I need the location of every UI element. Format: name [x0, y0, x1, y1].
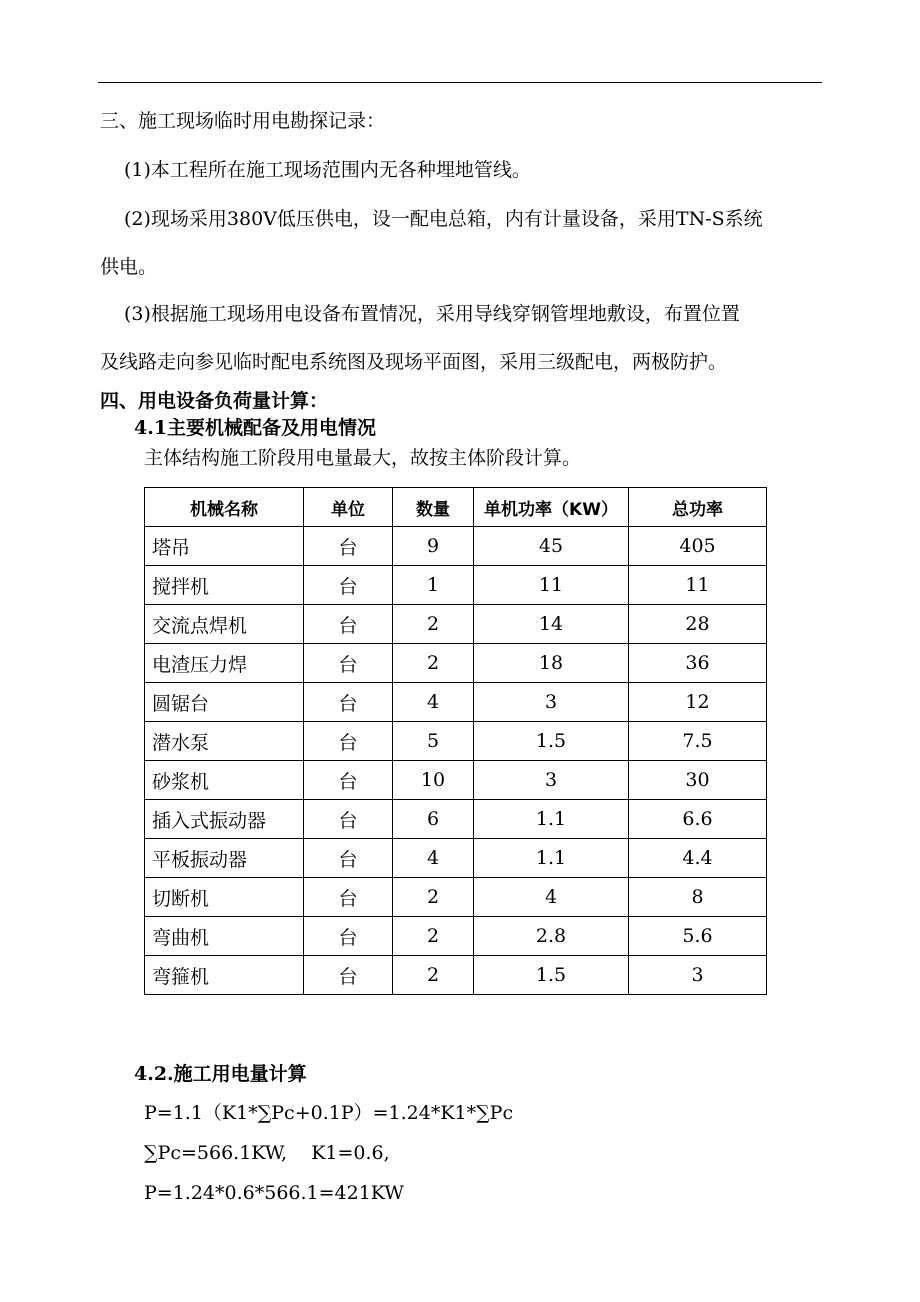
cell-quantity: 2	[393, 878, 474, 917]
cell-unit-power: 3	[474, 761, 629, 800]
cell-unit: 台	[304, 644, 393, 683]
formula-result: P=1.24*0.6*566.1=421KW	[144, 1182, 404, 1204]
cell-machine-name: 搅拌机	[145, 566, 304, 605]
header-unit: 单位	[304, 488, 393, 527]
cell-total-power: 12	[629, 683, 767, 722]
cell-machine-name: 弯箍机	[145, 956, 304, 995]
cell-unit: 台	[304, 878, 393, 917]
cell-machine-name: 潜水泵	[145, 722, 304, 761]
table-row	[145, 683, 767, 722]
cell-unit: 台	[304, 761, 393, 800]
cell-unit-power: 45	[474, 527, 629, 566]
table-row	[145, 878, 767, 917]
cell-total-power: 5.6	[629, 917, 767, 956]
cell-unit-power: 11	[474, 566, 629, 605]
cell-unit: 台	[304, 722, 393, 761]
cell-total-power: 8	[629, 878, 767, 917]
cell-total-power: 6.6	[629, 800, 767, 839]
table-header-row	[145, 488, 767, 527]
cell-total-power: 4.4	[629, 839, 767, 878]
table-row	[145, 566, 767, 605]
cell-unit: 台	[304, 527, 393, 566]
cell-total-power: 3	[629, 956, 767, 995]
paragraph-2-continued: 供电。	[100, 256, 158, 278]
table-row	[145, 956, 767, 995]
paragraph-3-continued: 及线路走向参见临时配电系统图及现场平面图，采用三级配电，两极防护。	[100, 351, 728, 373]
cell-quantity: 1	[393, 566, 474, 605]
cell-unit-power: 2.8	[474, 917, 629, 956]
section-3-heading: 三、施工现场临时用电勘探记录：	[100, 110, 386, 132]
cell-machine-name: 弯曲机	[145, 917, 304, 956]
table-row	[145, 839, 767, 878]
cell-quantity: 2	[393, 956, 474, 995]
cell-unit: 台	[304, 956, 393, 995]
cell-quantity: 4	[393, 839, 474, 878]
load-note: 主体结构施工阶段用电量最大，故按主体阶段计算。	[144, 447, 582, 469]
header-machine-name: 机械名称	[145, 488, 304, 527]
cell-machine-name: 圆锯台	[145, 683, 304, 722]
section-4-heading: 四、用电设备负荷量计算：	[100, 390, 329, 412]
table-row	[145, 644, 767, 683]
cell-machine-name: 电渣压力焊	[145, 644, 304, 683]
table-row	[145, 527, 767, 566]
cell-machine-name: 塔吊	[145, 527, 304, 566]
header-quantity: 数量	[393, 488, 474, 527]
paragraph-1: (1)本工程所在施工现场范围内无各种埋地管线。	[124, 159, 531, 181]
formula-sum-pc: ∑Pc=566.1KW, K1=0.6,	[144, 1142, 390, 1164]
cell-unit: 台	[304, 566, 393, 605]
cell-quantity: 10	[393, 761, 474, 800]
cell-total-power: 405	[629, 527, 767, 566]
cell-unit-power: 18	[474, 644, 629, 683]
cell-machine-name: 砂浆机	[145, 761, 304, 800]
cell-unit: 台	[304, 683, 393, 722]
cell-unit: 台	[304, 839, 393, 878]
cell-total-power: 28	[629, 605, 767, 644]
cell-unit-power: 4	[474, 878, 629, 917]
cell-quantity: 2	[393, 605, 474, 644]
cell-quantity: 6	[393, 800, 474, 839]
cell-unit-power: 1.5	[474, 956, 629, 995]
cell-quantity: 2	[393, 644, 474, 683]
header-total-power: 总功率	[629, 488, 767, 527]
cell-unit-power: 1.1	[474, 800, 629, 839]
table-row	[145, 800, 767, 839]
cell-unit-power: 14	[474, 605, 629, 644]
table-row	[145, 917, 767, 956]
cell-total-power: 36	[629, 644, 767, 683]
cell-total-power: 30	[629, 761, 767, 800]
cell-quantity: 4	[393, 683, 474, 722]
cell-quantity: 2	[393, 917, 474, 956]
cell-quantity: 9	[393, 527, 474, 566]
table-row	[145, 722, 767, 761]
cell-machine-name: 插入式振动器	[145, 800, 304, 839]
header-rule	[98, 82, 822, 83]
cell-unit: 台	[304, 800, 393, 839]
cell-unit-power: 3	[474, 683, 629, 722]
table-row	[145, 761, 767, 800]
formula-power: P=1.1（K1*∑Pc+0.1P）=1.24*K1*∑Pc	[144, 1102, 514, 1124]
paragraph-3: (3)根据施工现场用电设备布置情况，采用导线穿钢管埋地敷设，布置位置	[124, 303, 740, 325]
cell-machine-name: 切断机	[145, 878, 304, 917]
cell-machine-name: 平板振动器	[145, 839, 304, 878]
cell-unit: 台	[304, 605, 393, 644]
subsection-4-1-title: 4.1主要机械配备及用电情况	[134, 417, 377, 439]
subsection-4-2-title: 4.2.施工用电量计算	[134, 1063, 307, 1085]
machinery-table	[144, 487, 767, 995]
cell-unit-power: 1.5	[474, 722, 629, 761]
cell-unit: 台	[304, 917, 393, 956]
paragraph-2: (2)现场采用380V低压供电，设一配电总箱，内有计量设备，采用TN-S系统	[124, 208, 763, 230]
cell-quantity: 5	[393, 722, 474, 761]
cell-unit-power: 1.1	[474, 839, 629, 878]
table-row	[145, 605, 767, 644]
header-unit-power: 单机功率（KW）	[474, 488, 629, 527]
cell-machine-name: 交流点焊机	[145, 605, 304, 644]
cell-total-power: 11	[629, 566, 767, 605]
cell-total-power: 7.5	[629, 722, 767, 761]
